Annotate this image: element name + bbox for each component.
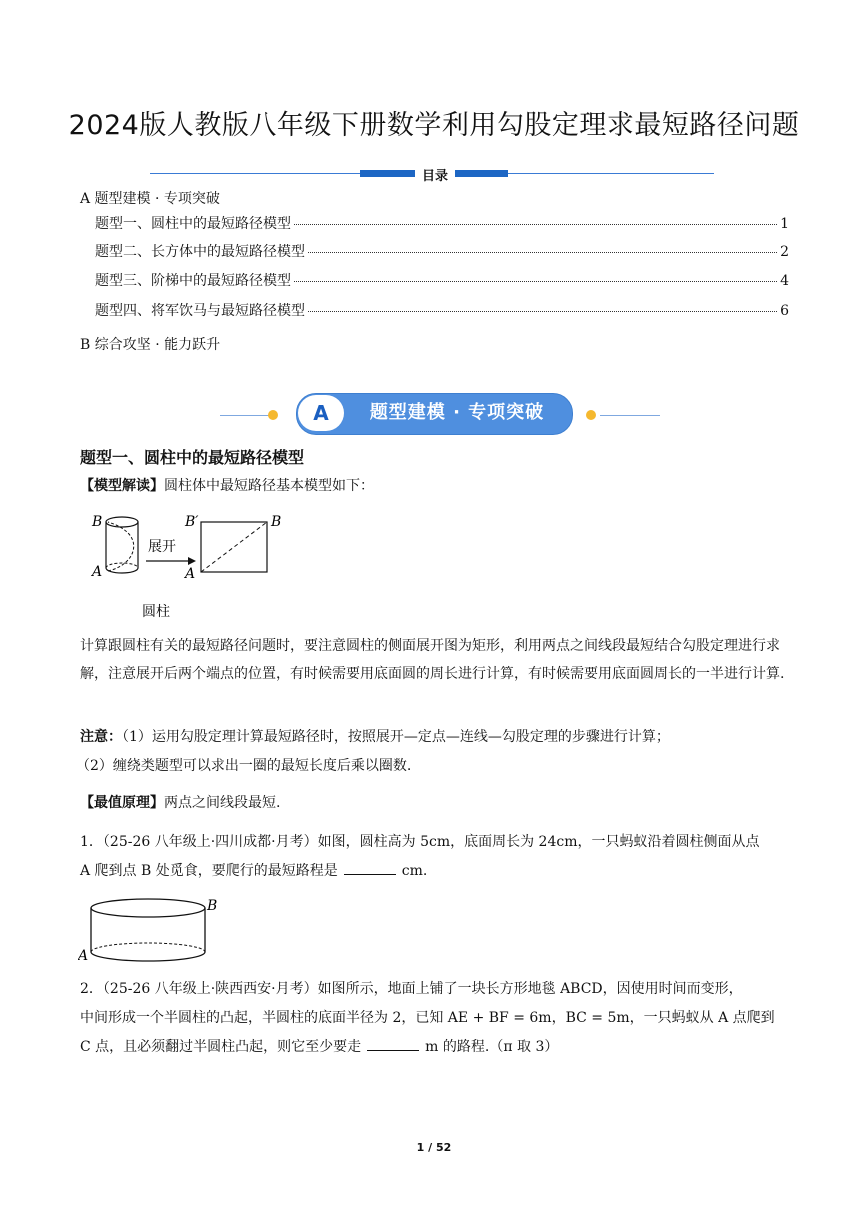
toc-heading: 目录 bbox=[415, 165, 455, 184]
answer-blank[interactable] bbox=[367, 1038, 419, 1051]
toc-item-label: 题型二、长方体中的最短路径模型 bbox=[95, 244, 305, 260]
principle-tag: 【最值原理】 bbox=[80, 795, 164, 811]
toc-item-label: 题型四、将军饮马与最短路径模型 bbox=[95, 303, 305, 319]
question-1-line-1: 1．（25-26 八年级上·四川成都·月考）如图，圆柱高为 5cm，底面周长为 24cm，一只蚂蚁沿着圆柱侧面从点 bbox=[80, 834, 760, 850]
principle-line bbox=[80, 789, 792, 817]
figure-caption: 圆柱 bbox=[142, 604, 170, 620]
toc-item[interactable] bbox=[95, 300, 789, 320]
toc-item-page: 4 bbox=[780, 273, 789, 289]
section-heading: 题型一、圆柱中的最短路径模型 bbox=[80, 448, 305, 467]
toc-item-page: 2 bbox=[780, 244, 789, 260]
question-2-line-1: 2．（25-26 八年级上·陕西西安·月考）如图所示，地面上铺了一块长方形地毯 ABCD，因使用时间而变形， bbox=[80, 981, 743, 997]
banner-text: 题型建模 · 专项突破 bbox=[369, 402, 545, 423]
answer-blank[interactable] bbox=[344, 862, 396, 875]
cylinder-label-a: A bbox=[92, 564, 103, 580]
toc-item[interactable] bbox=[95, 270, 789, 290]
banner-letter: A bbox=[298, 395, 344, 431]
note-tag: 注意： bbox=[80, 729, 122, 745]
cylinder-figure bbox=[78, 890, 228, 970]
toc-leader bbox=[294, 281, 777, 282]
question-2-line-3 bbox=[80, 1033, 792, 1061]
toc-item-label: 题型三、阶梯中的最短路径模型 bbox=[95, 273, 291, 289]
banner-line-left bbox=[220, 415, 270, 416]
model-text: 圆柱体中最短路径基本模型如下： bbox=[164, 478, 374, 494]
model-intro bbox=[80, 472, 792, 500]
toc-leader bbox=[294, 224, 777, 225]
unfold-arrow-label: 展开 bbox=[148, 539, 176, 555]
toc-item-page: 1 bbox=[780, 216, 789, 232]
toc-item[interactable] bbox=[95, 213, 789, 233]
note-line-2: （2）缠绕类题型可以求出一圈的最短长度后乘以圈数. bbox=[76, 758, 412, 774]
banner-line-right bbox=[600, 415, 660, 416]
section-banner bbox=[220, 392, 660, 436]
note-line-1 bbox=[80, 723, 792, 751]
explanation-paragraph: 计算跟圆柱有关的最短路径问题时，要注意圆柱的侧面展开图为矩形，利用两点之间线段最短结合勾股定理进行求解，注意展开后两个端点的位置，有时候需要用底面圆的周长进行计算，有时候需要用底面圆周长的一半进行计算. bbox=[80, 638, 785, 682]
question-1-text: A 爬到点 B 处觅食，要爬行的最短路程是 bbox=[80, 863, 338, 879]
question-1-line-2 bbox=[80, 857, 792, 885]
note-1: （1）运用勾股定理计算最短路径时，按照展开—定点—连线—勾股定理的步骤进行计算； bbox=[122, 729, 670, 745]
cylinder-unfold-figure bbox=[88, 505, 298, 625]
toc-leader bbox=[308, 252, 777, 253]
question-2-text: C 点，且必须翻过半圆柱凸起，则它至少要走 bbox=[80, 1039, 362, 1055]
toc-accent-right bbox=[448, 170, 508, 177]
toc-item[interactable] bbox=[95, 241, 789, 261]
rect-label-a: A bbox=[185, 566, 196, 582]
document-title: 2024版人教版八年级下册数学利用勾股定理求最短路径问题 bbox=[68, 110, 800, 141]
principle-text: 两点之间线段最短. bbox=[164, 795, 281, 811]
toc-leader bbox=[308, 311, 777, 312]
cylinder-label-b: B bbox=[92, 514, 103, 530]
toc-item-label: 题型一、圆柱中的最短路径模型 bbox=[95, 216, 291, 232]
question-2-line-2: 中间形成一个半圆柱的凸起，半圆柱的底面半径为 2，已知 AE + BF = 6m，BC = 5m，一只蚂蚁从 A 点爬到 bbox=[80, 1010, 775, 1026]
toc-header bbox=[80, 165, 790, 183]
cylinder-point-a: A bbox=[78, 948, 89, 964]
model-tag: 【模型解读】 bbox=[80, 478, 164, 494]
toc-accent-left bbox=[360, 170, 420, 177]
toc-section-b[interactable]: B 综合攻坚 · 能力跃升 bbox=[80, 337, 221, 353]
banner-dot-right bbox=[586, 410, 596, 420]
toc-divider-right bbox=[508, 173, 714, 174]
cylinder-point-b: B bbox=[207, 898, 218, 914]
rect-label-b-prime: B′ bbox=[185, 514, 199, 530]
banner-dot-left bbox=[268, 410, 278, 420]
toc-item-page: 6 bbox=[780, 303, 789, 319]
toc-section-a[interactable]: A 题型建模 · 专项突破 bbox=[80, 191, 220, 207]
question-2-unit: m 的路程.（π 取 3） bbox=[425, 1039, 559, 1055]
rect-label-b: B bbox=[271, 514, 282, 530]
page-number: 1 / 52 bbox=[416, 1141, 452, 1154]
question-1-unit: cm. bbox=[401, 863, 428, 879]
